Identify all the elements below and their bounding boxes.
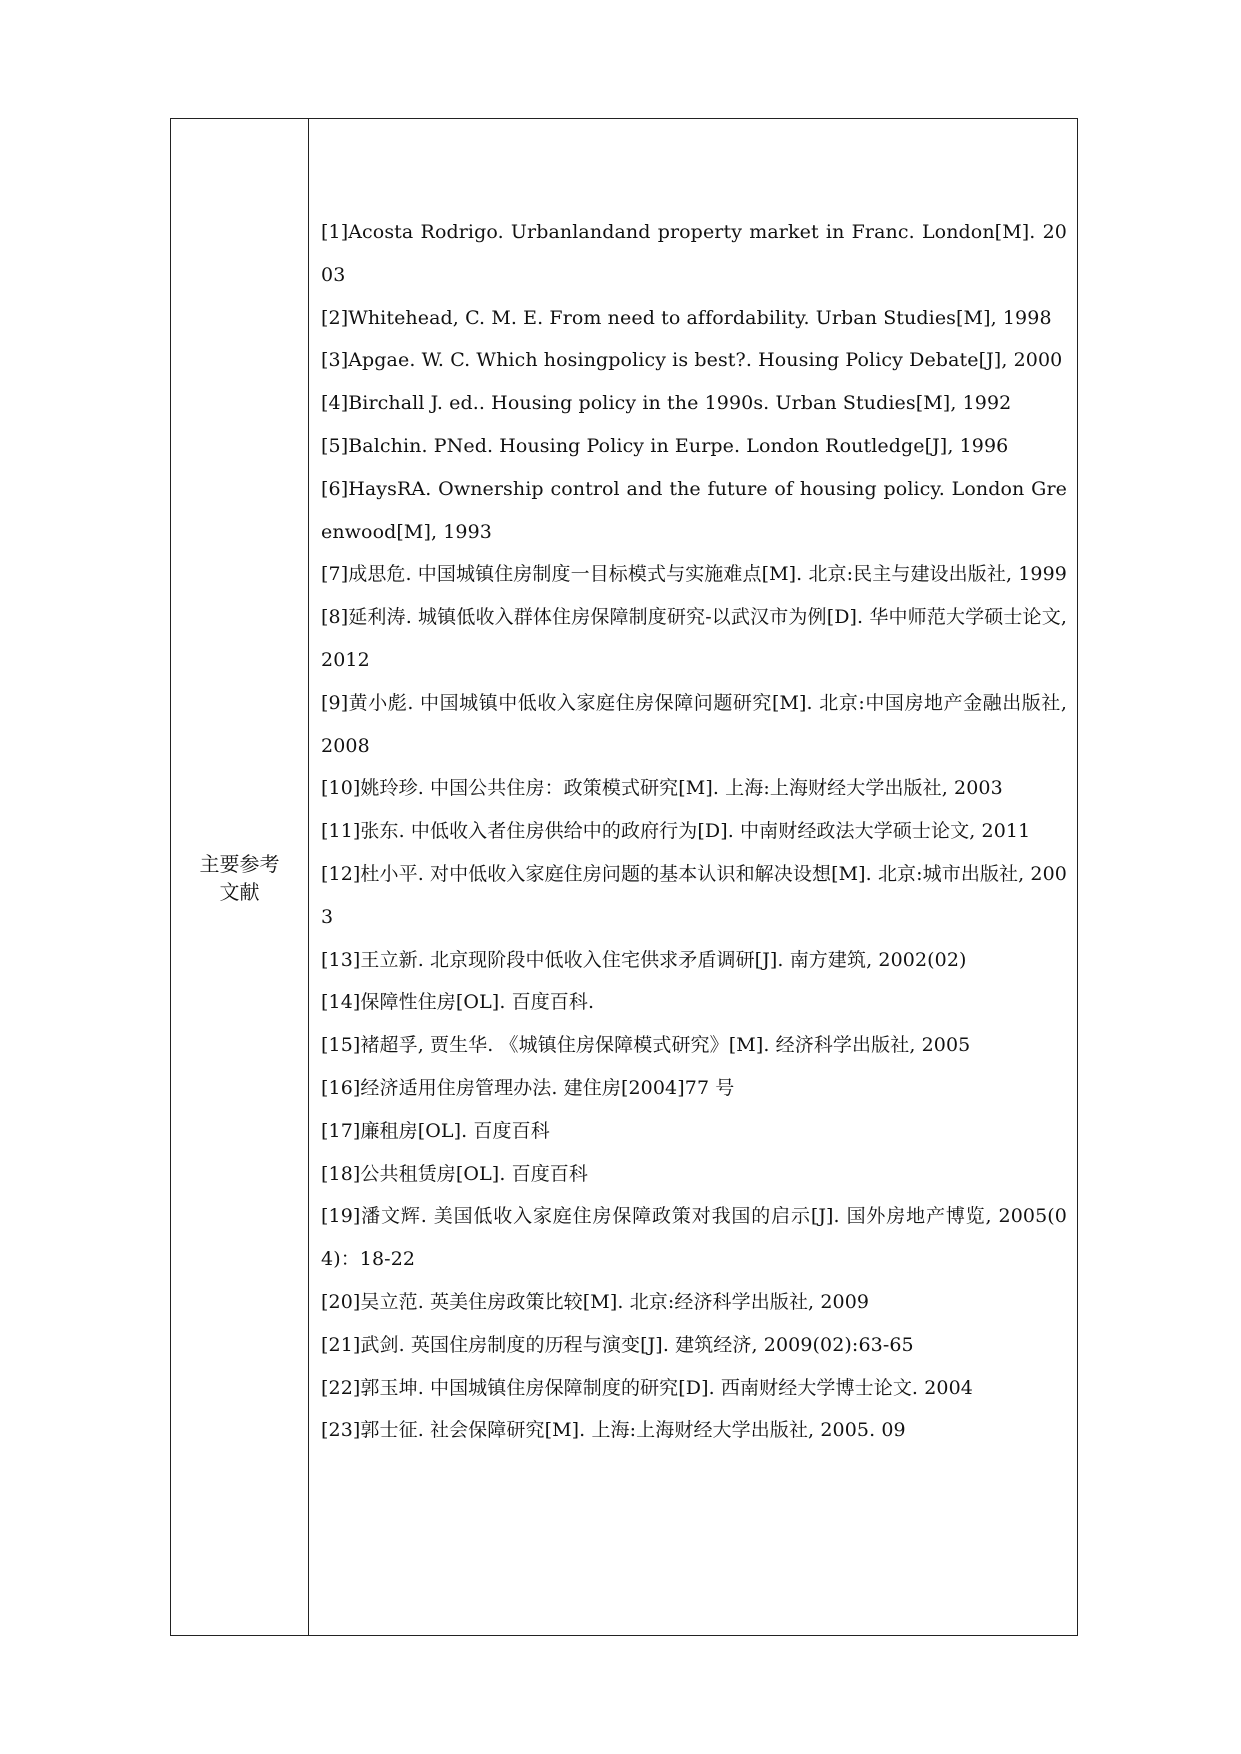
reference-item-1: [1]Acosta Rodrigo. Urbanlandand property market in Franc. London[M]. 2003: [321, 221, 1067, 286]
reference-item-22: [22]郭玉坤. 中国城镇住房保障制度的研究[D]. 西南财经大学博士论文. 2004: [321, 1376, 973, 1399]
reference-item-14: [14]保障性住房[OL]. 百度百科.: [321, 991, 595, 1014]
reference-item-9: [9]黄小彪. 中国城镇中低收入家庭住房保障问题研究[M]. 北京:中国房地产金融出版社, 2008: [321, 691, 1067, 757]
section-label: [171, 850, 308, 906]
reference-list: [321, 211, 1067, 1452]
section-label-line-1: 主要参考: [199, 852, 280, 876]
reference-item-10: [10]姚玲珍. 中国公共住房：政策模式研究[M]. 上海:上海财经大学出版社, 2003: [321, 777, 1003, 800]
reference-item-4: [4]Birchall J. ed.. Housing policy in the 1990s. Urban Studies[M], 1992: [321, 392, 1012, 415]
reference-item-15: [15]褚超孚, 贾生华. 《城镇住房保障模式研究》[M]. 经济科学出版社, 2005: [321, 1034, 971, 1057]
reference-item-5: [5]Balchin. PNed. Housing Policy in Eurpe. London Routledge[J], 1996: [321, 434, 1009, 457]
reference-item-21: [21]武剑. 英国住房制度的历程与演变[J]. 建筑经济, 2009(02):63-65: [321, 1333, 914, 1356]
reference-item-7: [7]成思危. 中国城镇住房制度一目标模式与实施难点[M]. 北京:民主与建设出版社, 1999: [321, 563, 1067, 586]
reference-item-3: [3]Apgae. W. C. Which hosingpolicy is best?. Housing Policy Debate[J], 2000: [321, 349, 1063, 372]
references-cell: [309, 119, 1077, 1635]
reference-item-16: [16]经济适用住房管理办法. 建住房[2004]77 号: [321, 1076, 735, 1099]
reference-item-8: [8]延利涛. 城镇低收入群体住房保障制度研究-以武汉市为例[D]. 华中师范大学硕士论文, 2012: [321, 606, 1067, 671]
label-cell: [171, 119, 309, 1635]
section-label-line-2: 文献: [219, 880, 260, 904]
reference-item-17: [17]廉租房[OL]. 百度百科: [321, 1119, 550, 1142]
reference-item-18: [18]公共租赁房[OL]. 百度百科: [321, 1162, 589, 1185]
reference-item-12: [12]杜小平. 对中低收入家庭住房问题的基本认识和解决设想[M]. 北京:城市出版社, 2003: [321, 862, 1067, 928]
reference-item-11: [11]张东. 中低收入者住房供给中的政府行为[D]. 中南财经政法大学硕士论文, 2011: [321, 820, 1031, 843]
reference-item-6: [6]HaysRA. Ownership control and the future of housing policy. London Greenwood[M], 1993: [321, 477, 1067, 543]
reference-item-19: [19]潘文辉. 美国低收入家庭住房保障政策对我国的启示[J]. 国外房地产博览, 2005(04)：18-22: [321, 1205, 1067, 1271]
reference-item-20: [20]吴立范. 英美住房政策比较[M]. 北京:经济科学出版社, 2009: [321, 1290, 870, 1313]
references-table: [170, 118, 1078, 1636]
reference-item-23: [23]郭士征. 社会保障研究[M]. 上海:上海财经大学出版社, 2005. 09: [321, 1419, 906, 1442]
reference-item-2: [2]Whitehead, C. M. E. From need to affordability. Urban Studies[M], 1998: [321, 306, 1052, 329]
reference-item-13: [13]王立新. 北京现阶段中低收入住宅供求矛盾调研[J]. 南方建筑, 2002(02): [321, 948, 967, 971]
